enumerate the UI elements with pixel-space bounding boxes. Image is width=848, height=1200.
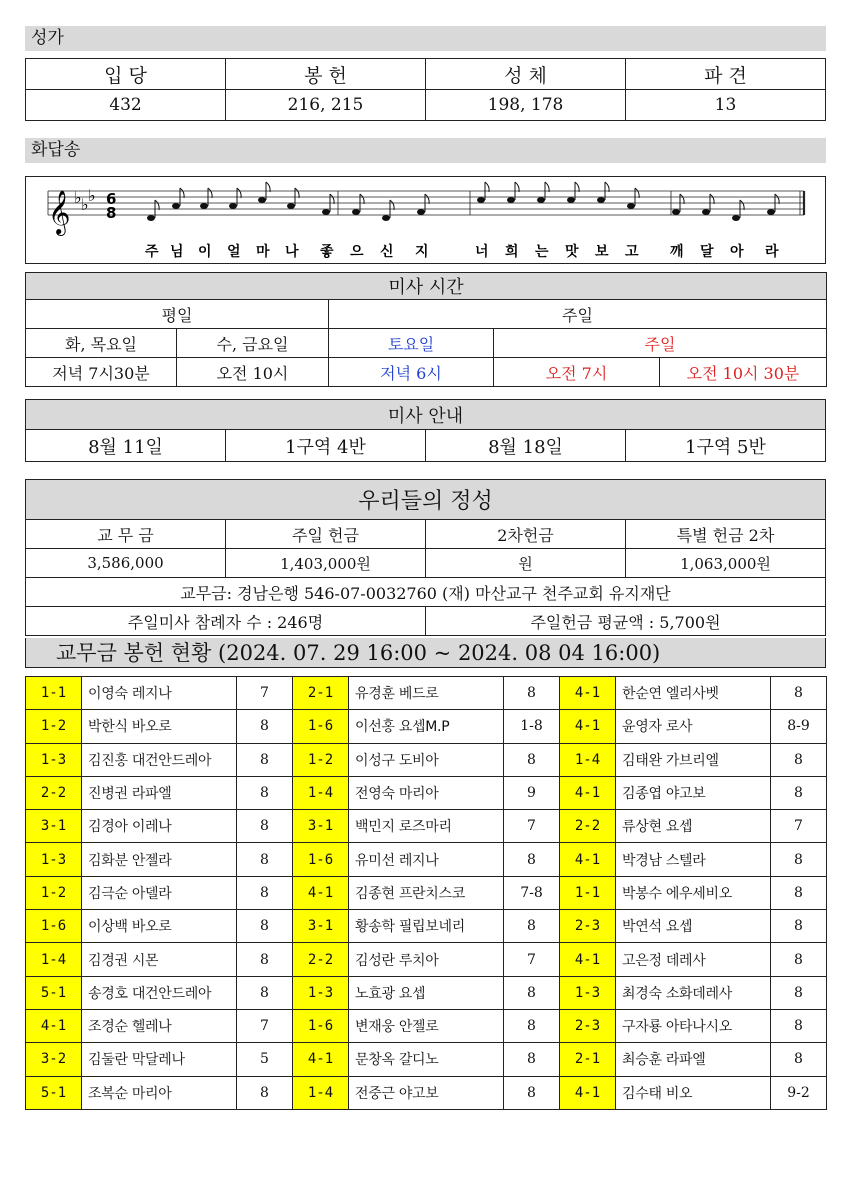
roster-group: 2-2 <box>560 810 616 843</box>
roster-group: 5-1 <box>26 1076 82 1109</box>
hymn-header: 성가 <box>25 26 826 51</box>
roster-name: 진병권 라파엘 <box>82 776 237 809</box>
roster-name: 박경남 스텔라 <box>616 843 771 876</box>
guide-group-1: 1구역 4반 <box>226 430 426 462</box>
note <box>567 197 575 203</box>
note-flag <box>575 182 579 192</box>
note <box>477 197 485 203</box>
roster-group: 2-2 <box>26 776 82 809</box>
roster-count: 8 <box>237 710 293 743</box>
table-row <box>26 976 827 1009</box>
roster-group: 2-2 <box>293 943 349 976</box>
lyric-syllable: 라 <box>765 244 779 260</box>
roster-count: 8 <box>504 677 560 710</box>
mass-guide-title: 미사 안내 <box>26 400 826 430</box>
note-flag <box>485 182 489 192</box>
lyric-syllable: 지 <box>415 244 429 260</box>
lyrics <box>145 243 779 260</box>
flat-icon: ♭ <box>81 195 89 214</box>
guide-date-2: 8월 18일 <box>426 430 626 462</box>
note <box>597 197 605 203</box>
roster-group: 4-1 <box>560 776 616 809</box>
day-wed-fri: 수, 금요일 <box>177 329 329 358</box>
roster-count: 8 <box>771 677 827 710</box>
note-flag <box>330 194 334 204</box>
note-flag <box>208 188 212 198</box>
attendance-count: 주일미사 참례자 수 : 246명 <box>26 607 426 636</box>
note-flag <box>680 194 684 204</box>
roster-name: 박한식 바오로 <box>82 710 237 743</box>
roster-group: 4-1 <box>560 710 616 743</box>
bank-info: 교무금: 경남은행 546-07-0032760 (재) 마산교구 천주교회 유지재단 <box>26 578 826 607</box>
note-flag <box>360 194 364 204</box>
offering-col-dues: 교 무 금 <box>26 520 226 549</box>
note-flag <box>180 188 184 198</box>
roster-name: 노효광 요셉 <box>349 976 504 1009</box>
roster-name: 김경아 이레나 <box>82 810 237 843</box>
lyric-syllable: 이 <box>198 244 212 260</box>
note <box>702 209 710 215</box>
roster-count: 8 <box>504 743 560 776</box>
offering-table <box>25 479 826 636</box>
table-row <box>26 710 827 743</box>
roster-count: 8 <box>504 1009 560 1042</box>
weekday-label: 평일 <box>26 300 329 329</box>
roster-group: 3-2 <box>26 1043 82 1076</box>
hymn-values-row <box>26 90 826 121</box>
lyric-syllable: 맛 <box>565 244 579 260</box>
roster-name: 김종현 프란치스코 <box>349 876 504 909</box>
note <box>172 203 180 209</box>
dues-status-title: 교무금 봉헌 현황 (2024. 07. 29 16:00 ~ 2024. 08 04 16:00) <box>25 638 826 668</box>
note-flag <box>425 194 429 204</box>
time-signature-top: 6 <box>106 190 117 208</box>
note-flag <box>775 194 779 204</box>
note <box>507 197 515 203</box>
note-flag <box>237 188 241 198</box>
roster-count: 7 <box>237 1009 293 1042</box>
roster-count: 8 <box>237 843 293 876</box>
roster-count: 1-8 <box>504 710 560 743</box>
roster-count: 8 <box>771 943 827 976</box>
table-row <box>26 876 827 909</box>
roster-group: 1-2 <box>26 710 82 743</box>
note-flag <box>266 182 270 192</box>
roster-count: 8 <box>237 876 293 909</box>
roster-count: 5 <box>237 1043 293 1076</box>
roster-count: 7 <box>771 810 827 843</box>
roster-name: 윤영자 로사 <box>616 710 771 743</box>
table-row <box>26 1009 827 1042</box>
note <box>672 209 680 215</box>
hymn-col-dismissal: 파 견 <box>626 59 826 90</box>
roster-name: 한순연 엘리사벳 <box>616 677 771 710</box>
flat-icon: ♭ <box>74 188 82 207</box>
roster-name: 최승훈 라파엘 <box>616 1043 771 1076</box>
treble-clef-icon: 𝄞 <box>48 190 71 234</box>
roster-group: 1-6 <box>293 710 349 743</box>
roster-name: 유경훈 베드로 <box>349 677 504 710</box>
roster-count: 8 <box>237 910 293 943</box>
roster-name: 이상백 바오로 <box>82 910 237 943</box>
roster-count: 8 <box>237 976 293 1009</box>
roster-group: 3-1 <box>293 810 349 843</box>
lyric-syllable: 너 <box>475 244 489 260</box>
guide-group-2: 1구역 5반 <box>626 430 826 462</box>
lyric-syllable: 님 <box>170 244 184 260</box>
roster-group: 1-6 <box>293 843 349 876</box>
roster-name: 김진홍 대건안드레아 <box>82 743 237 776</box>
note-flag <box>740 200 744 210</box>
roster-group: 1-3 <box>560 976 616 1009</box>
offering-title: 우리들의 정성 <box>26 480 826 520</box>
note-flag <box>545 182 549 192</box>
roster-name: 조경순 헬레나 <box>82 1009 237 1042</box>
roster-count: 7 <box>504 810 560 843</box>
roster-group: 2-1 <box>560 1043 616 1076</box>
note <box>767 209 775 215</box>
day-saturday: 토요일 <box>329 329 494 358</box>
roster-group: 1-6 <box>26 910 82 943</box>
note <box>382 215 390 221</box>
roster-name: 류상현 요셉 <box>616 810 771 843</box>
roster-group: 5-1 <box>26 976 82 1009</box>
lyric-syllable: 희 <box>505 244 519 260</box>
roster-body <box>26 677 827 1110</box>
roster-name: 조복순 마리아 <box>82 1076 237 1109</box>
roster-group: 1-6 <box>293 1009 349 1042</box>
time-signature-bottom: 8 <box>106 204 117 222</box>
roster-name: 전영숙 마리아 <box>349 776 504 809</box>
roster-name: 황송학 필립보네리 <box>349 910 504 943</box>
time-wed-fri: 오전 10시 <box>177 358 329 387</box>
roster-count: 8 <box>771 743 827 776</box>
lyric-syllable: 고 <box>625 244 639 260</box>
roster-group: 1-3 <box>26 843 82 876</box>
roster-count: 8 <box>237 943 293 976</box>
flat-icon: ♭ <box>88 186 96 205</box>
roster-group: 1-3 <box>26 743 82 776</box>
roster-group: 4-1 <box>560 843 616 876</box>
roster-count: 7-8 <box>504 876 560 909</box>
note-flag <box>155 200 159 210</box>
table-row <box>26 810 827 843</box>
roster-name: 김화분 안젤라 <box>82 843 237 876</box>
roster-group: 2-3 <box>560 910 616 943</box>
lyric-syllable: 는 <box>535 244 549 260</box>
hymn-val-communion: 198, 178 <box>426 90 626 121</box>
time-sunday-late: 오전 10시 30분 <box>660 358 827 387</box>
mass-time-table <box>25 272 827 387</box>
hymn-val-offertory: 216, 215 <box>226 90 426 121</box>
roster-name: 이선홍 요셉M.P <box>349 710 504 743</box>
lyric-syllable: 신 <box>380 244 394 260</box>
table-row <box>26 677 827 710</box>
roster-group: 1-2 <box>26 876 82 909</box>
roster-count: 7 <box>504 943 560 976</box>
roster-count: 8 <box>771 843 827 876</box>
hymn-col-communion: 성 체 <box>426 59 626 90</box>
average-offering: 주일헌금 평균액 : 5,700원 <box>426 607 826 636</box>
lyric-syllable: 보 <box>595 244 609 260</box>
psalm-score <box>25 176 826 264</box>
roster-name: 변재웅 안젤로 <box>349 1009 504 1042</box>
note <box>352 209 360 215</box>
lyric-syllable: 얼 <box>227 244 241 260</box>
roster-name: 문창옥 갈디노 <box>349 1043 504 1076</box>
time-tue-thu: 저녁 7시30분 <box>26 358 177 387</box>
note-flag <box>295 188 299 198</box>
roster-name: 송경호 대건안드레아 <box>82 976 237 1009</box>
roster-name: 구자룡 아타나시오 <box>616 1009 771 1042</box>
note-flag <box>635 188 639 198</box>
roster-group: 1-4 <box>560 743 616 776</box>
roster-count: 8 <box>771 1009 827 1042</box>
roster-name: 최경숙 소화데레사 <box>616 976 771 1009</box>
psalm-header: 화답송 <box>25 138 826 163</box>
roster-name: 전중근 야고보 <box>349 1076 504 1109</box>
offering-col-second: 2차헌금 <box>426 520 626 549</box>
roster-name: 김극순 아델라 <box>82 876 237 909</box>
roster-name: 박연석 요셉 <box>616 910 771 943</box>
roster-name: 유미선 레지나 <box>349 843 504 876</box>
roster-count: 8 <box>771 910 827 943</box>
mass-guide-table <box>25 399 826 462</box>
lyric-syllable: 주 <box>145 244 159 260</box>
lyric-syllable: 달 <box>700 244 714 260</box>
roster-name: 고은정 데레사 <box>616 943 771 976</box>
table-row <box>26 910 827 943</box>
table-row <box>26 943 827 976</box>
time-saturday: 저녁 6시 <box>329 358 494 387</box>
roster-count: 8 <box>504 1043 560 1076</box>
roster-group: 1-2 <box>293 743 349 776</box>
offering-val-sunday: 1,403,000원 <box>226 549 426 578</box>
lyric-syllable: 마 <box>256 244 270 260</box>
roster-group: 4-1 <box>560 943 616 976</box>
roster-name: 김둘란 막달레나 <box>82 1043 237 1076</box>
lyric-syllable: 아 <box>730 244 744 260</box>
roster-group: 4-1 <box>26 1009 82 1042</box>
roster-count: 9 <box>504 776 560 809</box>
note <box>147 215 155 221</box>
roster-group: 2-3 <box>560 1009 616 1042</box>
roster-group: 3-1 <box>293 910 349 943</box>
roster-group: 1-4 <box>293 776 349 809</box>
note <box>417 209 425 215</box>
note <box>322 209 330 215</box>
table-row <box>26 1076 827 1109</box>
roster-name: 백민지 로즈마리 <box>349 810 504 843</box>
roster-name: 김종엽 야고보 <box>616 776 771 809</box>
roster-count: 8 <box>504 1076 560 1109</box>
offering-col-special: 특별 헌금 2차 <box>626 520 826 549</box>
roster-name: 김수태 비오 <box>616 1076 771 1109</box>
roster-count: 8 <box>237 1076 293 1109</box>
day-sunday: 주일 <box>494 329 827 358</box>
roster-group: 1-3 <box>293 976 349 1009</box>
hymn-val-dismissal: 13 <box>626 90 826 121</box>
time-sunday-early: 오전 7시 <box>494 358 660 387</box>
hymn-table <box>25 58 826 121</box>
note <box>200 203 208 209</box>
roster-group: 1-1 <box>26 677 82 710</box>
roster-name: 이성구 도비아 <box>349 743 504 776</box>
roster-count: 8 <box>237 743 293 776</box>
hymn-col-entrance: 입 당 <box>26 59 226 90</box>
note <box>258 197 266 203</box>
roster-name: 김성란 루치아 <box>349 943 504 976</box>
roster-count: 8 <box>771 776 827 809</box>
roster-group: 3-1 <box>26 810 82 843</box>
offering-col-sunday: 주일 헌금 <box>226 520 426 549</box>
roster-count: 7 <box>237 677 293 710</box>
table-row <box>26 743 827 776</box>
roster-group: 2-1 <box>293 677 349 710</box>
note <box>732 215 740 221</box>
roster-table <box>25 676 827 1110</box>
roster-count: 8 <box>237 810 293 843</box>
note <box>537 197 545 203</box>
sunday-label: 주일 <box>329 300 827 329</box>
note <box>287 203 295 209</box>
roster-count: 8 <box>771 976 827 1009</box>
note-flag <box>605 182 609 192</box>
offering-val-special: 1,063,000원 <box>626 549 826 578</box>
hymn-val-entrance: 432 <box>26 90 226 121</box>
roster-name: 김태완 가브리엘 <box>616 743 771 776</box>
guide-date-1: 8월 11일 <box>26 430 226 462</box>
roster-count: 8-9 <box>771 710 827 743</box>
roster-group: 1-1 <box>560 876 616 909</box>
roster-count: 8 <box>504 910 560 943</box>
offering-val-second: 원 <box>426 549 626 578</box>
table-row <box>26 1043 827 1076</box>
roster-count: 8 <box>771 876 827 909</box>
lyric-syllable: 깨 <box>670 244 684 260</box>
lyric-syllable: 으 <box>350 244 364 260</box>
lyric-syllable: 나 <box>285 244 299 260</box>
roster-group: 1-4 <box>293 1076 349 1109</box>
hymn-col-offertory: 봉 헌 <box>226 59 426 90</box>
roster-name: 이영숙 레지나 <box>82 677 237 710</box>
roster-group: 1-4 <box>26 943 82 976</box>
roster-name: 김경권 시몬 <box>82 943 237 976</box>
note-flag <box>390 200 394 210</box>
table-row <box>26 776 827 809</box>
roster-group: 4-1 <box>293 876 349 909</box>
note-flag <box>515 182 519 192</box>
note <box>229 203 237 209</box>
roster-group: 4-1 <box>560 677 616 710</box>
roster-count: 8 <box>771 1043 827 1076</box>
roster-name: 박봉수 에우세비오 <box>616 876 771 909</box>
roster-count: 8 <box>504 976 560 1009</box>
music-staff <box>26 177 827 265</box>
lyric-syllable: 좋 <box>320 244 334 260</box>
note <box>627 203 635 209</box>
roster-count: 8 <box>237 776 293 809</box>
roster-count: 8 <box>504 843 560 876</box>
note-flag <box>710 194 714 204</box>
hymn-header-row <box>26 59 826 90</box>
mass-time-title: 미사 시간 <box>26 273 827 300</box>
table-row <box>26 843 827 876</box>
offering-val-dues: 3,586,000 <box>26 549 226 578</box>
roster-group: 4-1 <box>560 1076 616 1109</box>
roster-group: 4-1 <box>293 1043 349 1076</box>
roster-count: 9-2 <box>771 1076 827 1109</box>
day-tue-thu: 화, 목요일 <box>26 329 177 358</box>
